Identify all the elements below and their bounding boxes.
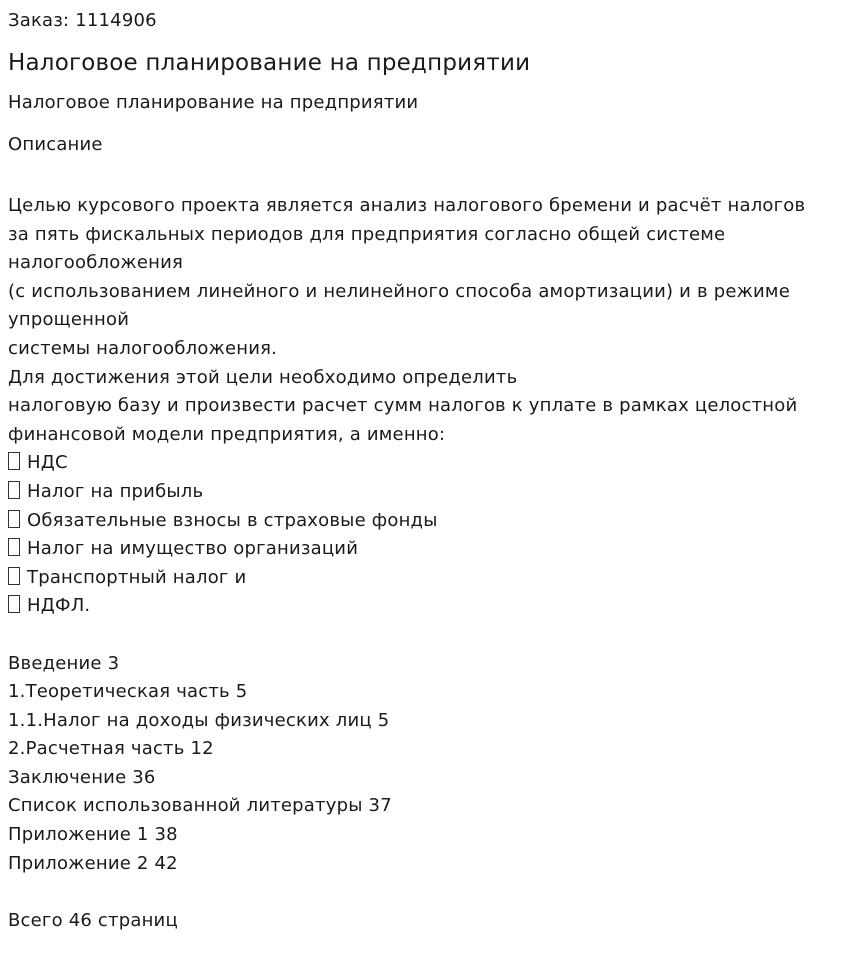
toc-entry: Заключение 36 (8, 766, 156, 788)
description-line: Целью курсового проекта является анализ налогового бремени и расчёт налогов (8, 195, 806, 216)
missing-glyph-bullet-icon (8, 538, 20, 556)
toc-entry: 2.Расчетная часть 12 (8, 738, 214, 760)
tax-list-item (8, 535, 839, 564)
description-heading: Описание (8, 134, 103, 155)
spacer (8, 878, 839, 907)
order-number: Заказ: 1114906 (8, 10, 157, 31)
toc-entry: Приложение 1 38 (8, 824, 178, 846)
missing-glyph-bullet-icon (8, 510, 20, 528)
toc-entry: Список использованной литературы 37 (8, 795, 392, 817)
total-pages: Всего 46 страниц (8, 909, 178, 931)
description-line: налоговую базу и произвести расчет сумм налогов к уплате в рамках целостной (8, 395, 798, 417)
tax-list-item-label: Транспортный налог и (27, 566, 247, 588)
tax-list-item-label: НДФЛ. (27, 595, 91, 617)
description-line: (с использованием линейного и нелинейного способа амортизации) и в режиме (8, 280, 790, 302)
missing-glyph-bullet-icon (8, 481, 20, 499)
missing-glyph-bullet-icon (8, 595, 20, 613)
toc-entry: Приложение 2 42 (8, 852, 178, 874)
tax-list-item-label: Налог на прибыль (27, 480, 204, 502)
missing-glyph-bullet-icon (8, 452, 20, 470)
tax-list-item (8, 449, 839, 478)
toc-entry: 1.1.Налог на доходы физических лиц 5 (8, 709, 390, 731)
missing-glyph-bullet-icon (8, 567, 20, 585)
toc-entry: 1.Теоретическая часть 5 (8, 681, 248, 703)
description-line: системы налогообложения. (8, 337, 278, 359)
description-line: за пять фискальных периодов для предприятия согласно общей системе (8, 223, 726, 245)
tax-list-item (8, 478, 839, 507)
tax-list-item-label: Налог на имущество организаций (27, 538, 359, 560)
tax-list-item (8, 592, 839, 621)
description-line: Для достижения этой цели необходимо определить (8, 366, 518, 388)
description-line: упрощенной (8, 309, 130, 331)
description-line: налогообложения (8, 252, 184, 274)
description-body (8, 192, 839, 935)
spacer (8, 621, 839, 650)
page-subtitle: Налоговое планирование на предприятии (8, 92, 419, 113)
tax-list-item (8, 507, 839, 536)
tax-list-item-label: Обязательные взносы в страховые фонды (27, 509, 438, 531)
tax-list-item (8, 564, 839, 593)
toc-entry: Введение 3 (8, 652, 120, 674)
tax-list-item-label: НДС (27, 452, 68, 474)
page-title: Налоговое планирование на предприятии (8, 50, 531, 76)
description-line: финансовой модели предприятия, а именно: (8, 423, 446, 445)
